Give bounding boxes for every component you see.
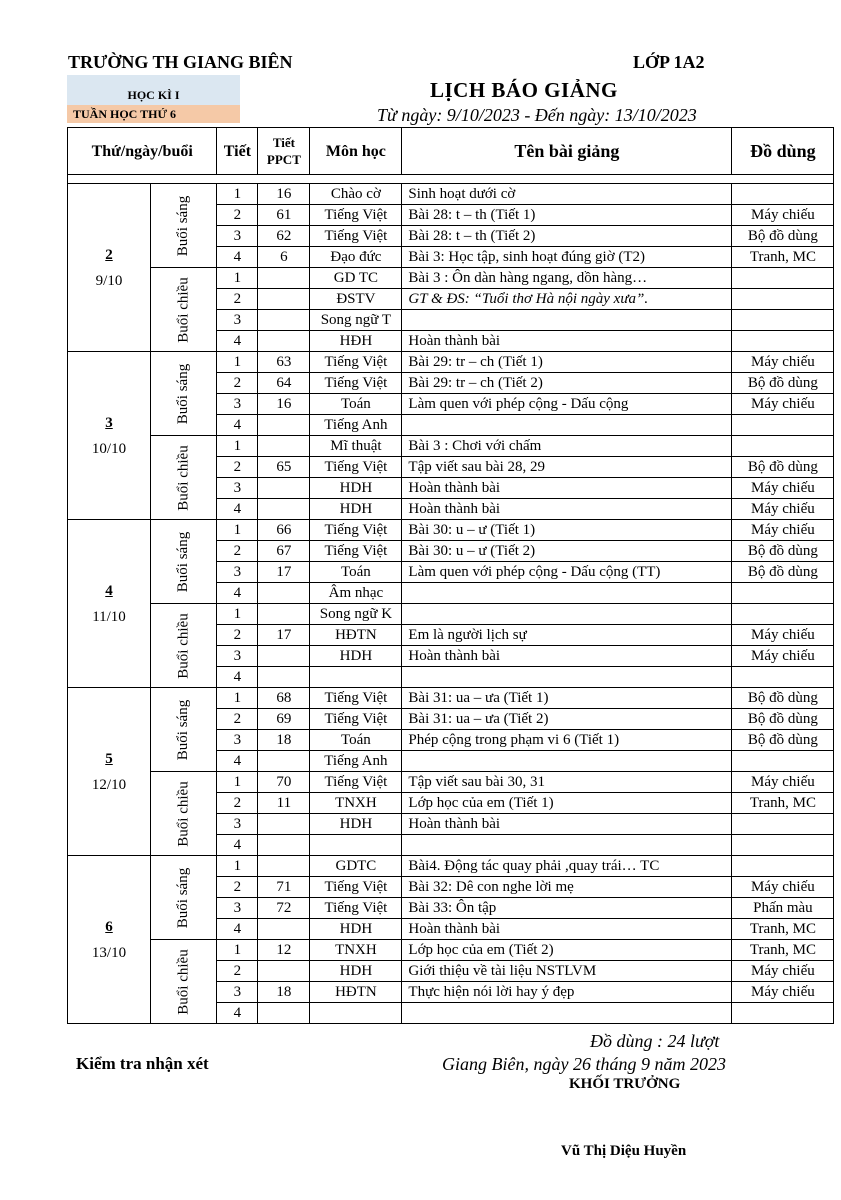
materials-cell [732, 604, 834, 625]
day-date: 13/10 [91, 944, 127, 961]
day-cell [68, 856, 151, 1024]
lesson-cell: Bài 3: Học tập, sinh hoạt đúng giờ (T2) [402, 247, 732, 268]
session-label: Buổi sáng [175, 363, 192, 424]
materials-cell: Bộ đồ dùng [732, 562, 834, 583]
ppct-cell: 6 [258, 247, 310, 268]
table-row [68, 604, 834, 625]
session-cell [151, 352, 217, 436]
materials-cell [732, 1003, 834, 1024]
session-label: Buổi sáng [175, 195, 192, 256]
lesson-cell: Bài 3 : Ôn dàn hàng ngang, dồn hàng… [402, 268, 732, 289]
subject-cell: Đạo đức [310, 247, 402, 268]
session-label: Buổi sáng [175, 867, 192, 928]
session-label: Buổi sáng [175, 699, 192, 760]
class-name: LỚP 1A2 [633, 52, 705, 72]
table-row [68, 772, 834, 793]
page-title: LỊCH BÁO GIẢNG [430, 78, 618, 102]
period-cell: 4 [217, 583, 258, 604]
materials-cell [732, 331, 834, 352]
materials-cell: Bộ đồ dùng [732, 541, 834, 562]
ppct-cell: 12 [258, 940, 310, 961]
materials-cell: Máy chiếu [732, 205, 834, 226]
lesson-cell: Làm quen với phép cộng - Dấu cộng (TT) [402, 562, 732, 583]
period-cell: 2 [217, 625, 258, 646]
materials-cell: Bộ đồ dùng [732, 688, 834, 709]
materials-cell: Phấn màu [732, 898, 834, 919]
materials-cell: Máy chiếu [732, 478, 834, 499]
ppct-cell: 16 [258, 184, 310, 205]
materials-cell [732, 835, 834, 856]
session-cell [151, 856, 217, 940]
table-header-row [68, 128, 834, 175]
subject-cell: Tiếng Việt [310, 898, 402, 919]
materials-cell: Máy chiếu [732, 625, 834, 646]
materials-cell: Máy chiếu [732, 982, 834, 1003]
ppct-cell: 17 [258, 562, 310, 583]
ppct-cell: 72 [258, 898, 310, 919]
board-title: KHỐI TRƯỞNG [569, 1076, 681, 1092]
lesson-cell [402, 1003, 732, 1024]
day-cell [68, 520, 151, 688]
subject-cell [310, 667, 402, 688]
lesson-cell [402, 583, 732, 604]
ppct-cell: 68 [258, 688, 310, 709]
lesson-cell [402, 310, 732, 331]
lesson-cell: Hoàn thành bài [402, 499, 732, 520]
subject-cell: HĐTN [310, 982, 402, 1003]
period-cell: 1 [217, 940, 258, 961]
table-row [68, 940, 834, 961]
lesson-cell: Lớp học của em (Tiết 2) [402, 940, 732, 961]
period-cell: 3 [217, 562, 258, 583]
period-cell: 3 [217, 814, 258, 835]
subject-cell: ĐSTV [310, 289, 402, 310]
materials-cell: Bộ đồ dùng [732, 709, 834, 730]
lesson-cell: Bài 30: u – ư (Tiết 1) [402, 520, 732, 541]
col-header-day: Thứ/ngày/buổi [68, 128, 217, 175]
day-date: 11/10 [92, 608, 126, 625]
day-cell [68, 184, 151, 352]
period-cell: 3 [217, 646, 258, 667]
table-row [68, 520, 834, 541]
day-cell [68, 352, 151, 520]
materials-cell: Máy chiếu [732, 352, 834, 373]
period-cell: 3 [217, 898, 258, 919]
ppct-cell [258, 751, 310, 772]
period-cell: 1 [217, 436, 258, 457]
ppct-cell: 67 [258, 541, 310, 562]
day-number: 6 [105, 918, 113, 935]
day-number: 5 [105, 750, 113, 767]
materials-cell: Máy chiếu [732, 877, 834, 898]
col-header-lesson: Tên bài giảng [402, 128, 732, 175]
col-header-subject: Môn học [310, 128, 402, 175]
lesson-cell: Bài 3 : Chơi với chấm [402, 436, 732, 457]
session-cell [151, 772, 217, 856]
period-cell: 2 [217, 709, 258, 730]
ppct-cell [258, 499, 310, 520]
materials-cell: Máy chiếu [732, 499, 834, 520]
ppct-cell [258, 646, 310, 667]
period-cell: 2 [217, 373, 258, 394]
lesson-cell: Bài 31: ua – ưa (Tiết 2) [402, 709, 732, 730]
subject-cell: Tiếng Việt [310, 520, 402, 541]
materials-cell [732, 814, 834, 835]
lesson-cell: Bài 28: t – th (Tiết 2) [402, 226, 732, 247]
session-label: Buổi chiều [175, 948, 192, 1015]
period-cell: 2 [217, 541, 258, 562]
period-cell: 2 [217, 961, 258, 982]
materials-cell [732, 667, 834, 688]
subject-cell: Mĩ thuật [310, 436, 402, 457]
subject-cell: Song ngữ K [310, 604, 402, 625]
session-cell [151, 184, 217, 268]
subject-cell: Tiếng Anh [310, 751, 402, 772]
period-cell: 4 [217, 835, 258, 856]
ppct-cell [258, 856, 310, 877]
lesson-cell: Tập viết sau bài 30, 31 [402, 772, 732, 793]
week-label: TUẦN HỌC THỨ 6 [67, 105, 240, 123]
session-cell [151, 436, 217, 520]
lesson-cell [402, 667, 732, 688]
ppct-cell: 70 [258, 772, 310, 793]
period-cell: 1 [217, 352, 258, 373]
materials-cell: Bộ đồ dùng [732, 457, 834, 478]
subject-cell: GDTC [310, 856, 402, 877]
day-date: 12/10 [91, 776, 127, 793]
col-header-period: Tiết [217, 128, 258, 175]
lesson-cell: Phép cộng trong phạm vi 6 (Tiết 1) [402, 730, 732, 751]
ppct-cell: 61 [258, 205, 310, 226]
semester-label: HỌC KÌ I [67, 75, 240, 105]
subject-cell: TNXH [310, 793, 402, 814]
subject-cell: Tiếng Việt [310, 373, 402, 394]
lesson-cell: Bài 29: tr – ch (Tiết 2) [402, 373, 732, 394]
materials-cell [732, 310, 834, 331]
schedule-table [67, 127, 834, 1024]
period-cell: 2 [217, 793, 258, 814]
ppct-cell [258, 604, 310, 625]
materials-cell [732, 436, 834, 457]
period-cell: 2 [217, 457, 258, 478]
materials-cell: Bộ đồ dùng [732, 373, 834, 394]
day-cell [68, 688, 151, 856]
subject-cell: Tiếng Việt [310, 352, 402, 373]
subject-cell: Tiếng Việt [310, 877, 402, 898]
ppct-cell: 64 [258, 373, 310, 394]
day-date: 10/10 [91, 440, 127, 457]
date-range: Từ ngày: 9/10/2023 - Đến ngày: 13/10/2023 [377, 105, 697, 125]
day-date: 9/10 [95, 272, 123, 289]
ppct-cell: 71 [258, 877, 310, 898]
lesson-cell: Làm quen với phép cộng - Dấu cộng [402, 394, 732, 415]
table-row [68, 184, 834, 205]
subject-cell: Toán [310, 394, 402, 415]
subject-cell: Tiếng Việt [310, 772, 402, 793]
ppct-cell [258, 415, 310, 436]
subject-cell: Tiếng Việt [310, 709, 402, 730]
ppct-cell [258, 961, 310, 982]
materials-cell: Máy chiếu [732, 646, 834, 667]
lesson-cell: Bài 30: u – ư (Tiết 2) [402, 541, 732, 562]
subject-cell: Tiếng Việt [310, 205, 402, 226]
ppct-cell: 18 [258, 730, 310, 751]
subject-cell: HĐH [310, 331, 402, 352]
period-cell: 4 [217, 415, 258, 436]
lesson-cell: Hoàn thành bài [402, 646, 732, 667]
ppct-cell: 63 [258, 352, 310, 373]
session-label: Buổi chiều [175, 276, 192, 343]
ppct-cell: 65 [258, 457, 310, 478]
period-cell: 1 [217, 604, 258, 625]
period-cell: 1 [217, 520, 258, 541]
place-date: Giang Biên, ngày 26 tháng 9 năm 2023 [442, 1054, 726, 1074]
session-cell [151, 688, 217, 772]
lesson-cell: Hoàn thành bài [402, 331, 732, 352]
period-cell: 1 [217, 772, 258, 793]
day-number: 3 [105, 414, 113, 431]
table-row [68, 436, 834, 457]
lesson-cell: Bài 28: t – th (Tiết 1) [402, 205, 732, 226]
lesson-cell: Hoàn thành bài [402, 919, 732, 940]
lesson-cell: Giới thiệu về tài liệu NSTLVM [402, 961, 732, 982]
session-cell [151, 520, 217, 604]
subject-cell: HDH [310, 478, 402, 499]
period-cell: 1 [217, 856, 258, 877]
period-cell: 1 [217, 268, 258, 289]
period-cell: 4 [217, 667, 258, 688]
session-cell [151, 268, 217, 352]
session-cell [151, 940, 217, 1024]
subject-cell: Tiếng Việt [310, 688, 402, 709]
period-cell: 2 [217, 289, 258, 310]
session-label: Buổi chiều [175, 780, 192, 847]
subject-cell: HDH [310, 919, 402, 940]
school-name: TRƯỜNG TH GIANG BIÊN [68, 52, 293, 72]
period-cell: 4 [217, 499, 258, 520]
header-gap-row [68, 175, 834, 184]
ppct-cell: 66 [258, 520, 310, 541]
subject-cell: GD TC [310, 268, 402, 289]
ppct-cell [258, 583, 310, 604]
ppct-cell: 11 [258, 793, 310, 814]
period-cell: 2 [217, 877, 258, 898]
materials-count: Đồ dùng : 24 lượt [590, 1031, 720, 1051]
period-cell: 4 [217, 919, 258, 940]
check-label: Kiểm tra nhận xét [76, 1054, 209, 1073]
period-cell: 2 [217, 205, 258, 226]
materials-cell: Tranh, MC [732, 919, 834, 940]
lesson-cell: GT & ĐS: “Tuổi thơ Hà nội ngày xưa”. [402, 289, 732, 310]
subject-cell: Tiếng Việt [310, 541, 402, 562]
lesson-cell: Thực hiện nói lời hay ý đẹp [402, 982, 732, 1003]
materials-cell [732, 184, 834, 205]
col-header-ppct: Tiết PPCT [258, 128, 310, 175]
table-row [68, 268, 834, 289]
lesson-cell: Bài4. Động tác quay phải ,quay trái… TC [402, 856, 732, 877]
session-label: Buổi chiều [175, 444, 192, 511]
materials-cell [732, 583, 834, 604]
ppct-cell [258, 478, 310, 499]
materials-cell [732, 856, 834, 877]
period-cell: 3 [217, 394, 258, 415]
subject-cell: TNXH [310, 940, 402, 961]
table-row [68, 688, 834, 709]
subject-cell: HDH [310, 499, 402, 520]
materials-cell: Tranh, MC [732, 247, 834, 268]
ppct-cell [258, 436, 310, 457]
period-cell: 3 [217, 478, 258, 499]
subject-cell: HDH [310, 961, 402, 982]
ppct-cell: 69 [258, 709, 310, 730]
period-cell: 4 [217, 1003, 258, 1024]
subject-cell: Tiếng Anh [310, 415, 402, 436]
session-label: Buổi chiều [175, 612, 192, 679]
subject-cell: Toán [310, 562, 402, 583]
materials-cell [732, 289, 834, 310]
ppct-cell [258, 310, 310, 331]
period-cell: 4 [217, 751, 258, 772]
ppct-cell [258, 919, 310, 940]
subject-cell: Chào cờ [310, 184, 402, 205]
ppct-cell [258, 289, 310, 310]
period-cell: 3 [217, 730, 258, 751]
subject-cell [310, 1003, 402, 1024]
lesson-cell [402, 835, 732, 856]
semester-week-box [67, 75, 240, 123]
ppct-cell [258, 1003, 310, 1024]
lesson-cell: Bài 33: Ôn tập [402, 898, 732, 919]
period-cell: 3 [217, 226, 258, 247]
period-cell: 3 [217, 982, 258, 1003]
materials-cell: Tranh, MC [732, 793, 834, 814]
lesson-cell: Bài 32: Dê con nghe lời mẹ [402, 877, 732, 898]
subject-cell: Toán [310, 730, 402, 751]
subject-cell: HDH [310, 814, 402, 835]
materials-cell: Máy chiếu [732, 520, 834, 541]
materials-cell: Máy chiếu [732, 961, 834, 982]
materials-cell: Máy chiếu [732, 394, 834, 415]
materials-cell: Máy chiếu [732, 772, 834, 793]
lesson-cell: Sinh hoạt dưới cờ [402, 184, 732, 205]
subject-cell: HDH [310, 646, 402, 667]
table-row [68, 352, 834, 373]
subject-cell: HĐTN [310, 625, 402, 646]
subject-cell: Âm nhạc [310, 583, 402, 604]
session-cell [151, 604, 217, 688]
session-label: Buổi sáng [175, 531, 192, 592]
signer-name: Vũ Thị Diệu Huyền [561, 1143, 687, 1159]
subject-cell: Song ngữ T [310, 310, 402, 331]
materials-cell: Bộ đồ dùng [732, 226, 834, 247]
period-cell: 3 [217, 310, 258, 331]
ppct-cell: 17 [258, 625, 310, 646]
lesson-cell: Hoàn thành bài [402, 478, 732, 499]
period-cell: 4 [217, 331, 258, 352]
table-row [68, 856, 834, 877]
subject-cell: Tiếng Việt [310, 226, 402, 247]
ppct-cell [258, 268, 310, 289]
lesson-cell: Hoàn thành bài [402, 814, 732, 835]
lesson-cell [402, 751, 732, 772]
ppct-cell: 62 [258, 226, 310, 247]
lesson-cell: Bài 31: ua – ưa (Tiết 1) [402, 688, 732, 709]
ppct-cell: 16 [258, 394, 310, 415]
period-cell: 4 [217, 247, 258, 268]
materials-cell [732, 268, 834, 289]
materials-cell [732, 751, 834, 772]
lesson-cell [402, 415, 732, 436]
ppct-cell: 18 [258, 982, 310, 1003]
subject-cell [310, 835, 402, 856]
ppct-cell [258, 667, 310, 688]
lesson-cell: Tập viết sau bài 28, 29 [402, 457, 732, 478]
day-number: 4 [105, 582, 113, 599]
materials-cell: Tranh, MC [732, 940, 834, 961]
lesson-cell: Bài 29: tr – ch (Tiết 1) [402, 352, 732, 373]
ppct-cell [258, 814, 310, 835]
ppct-cell [258, 835, 310, 856]
lesson-cell: Em là người lịch sự [402, 625, 732, 646]
ppct-cell [258, 331, 310, 352]
period-cell: 1 [217, 184, 258, 205]
materials-cell: Bộ đồ dùng [732, 730, 834, 751]
period-cell: 1 [217, 688, 258, 709]
subject-cell: Tiếng Việt [310, 457, 402, 478]
lesson-cell [402, 604, 732, 625]
day-number: 2 [105, 246, 113, 263]
lesson-cell: Lớp học của em (Tiết 1) [402, 793, 732, 814]
materials-cell [732, 415, 834, 436]
col-header-materials: Đồ dùng [732, 128, 834, 175]
